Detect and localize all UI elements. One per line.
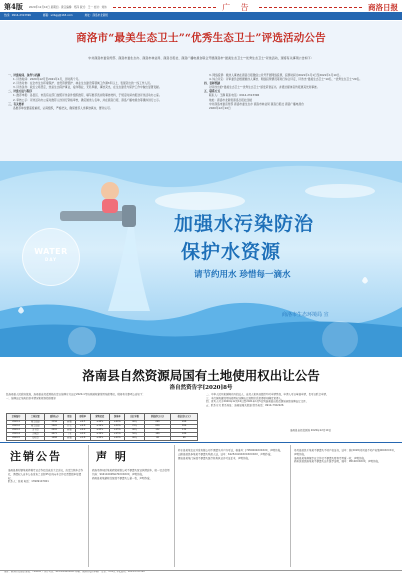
table-cell: 2020-1 <box>7 421 26 425</box>
classified-paragraph: 商南县某某建材经营部不慎遗失公章一枚，声明作废。 <box>92 476 153 480</box>
notice-title: 洛南县自然资源局国有土地使用权出让公告 <box>82 368 320 383</box>
statement-column-2 <box>178 449 286 460</box>
notice-paragraph: 四、表彰奖励 <box>204 81 221 86</box>
table-cell: ≥1.0 <box>75 433 90 437</box>
notice-paragraph: 2. 审核公示：评选活动办公室对推荐人选进行资格审核，确定候选人名单，并在商洛日报、商洛广播电视台等媒体进行公示。 <box>13 97 162 102</box>
table-cell: 商服 <box>64 437 75 441</box>
cancellation-notice-body <box>8 469 86 484</box>
classified-paragraph: 镇安县某某门诊部不慎遗失医疗机构执业许可证正本，声明作废。 <box>178 456 251 460</box>
table-cell: 268 <box>144 421 171 425</box>
notice-right-column <box>204 73 394 161</box>
notice-paragraph: 中共商洛市委宣传部 商洛市委生态办 商洛市林业局 商洛日报社 商洛广播电视台 <box>209 101 304 106</box>
page-number: 第4版 <box>4 2 23 12</box>
notice-subtitle: 洛自然资告字[2020]8号 <box>169 385 233 391</box>
table-cell: ≤2.5 <box>75 421 90 425</box>
table-cell: 186 <box>144 433 171 437</box>
banner-headline-1: 加强水污染防治 <box>174 213 315 235</box>
notice-left-column <box>8 73 198 161</box>
cloud-shape <box>305 184 375 198</box>
table-header-cell: 土地位置 <box>26 414 45 421</box>
table-cell: 2020-4 <box>7 433 26 437</box>
water-protection-banner <box>0 161 402 357</box>
table-cell: 2020-3 <box>7 429 26 433</box>
header-rule-right <box>259 7 362 8</box>
table-header-cell: 容积率 <box>75 414 90 421</box>
notice-paragraph: 二、评选方法与程序 <box>8 89 33 94</box>
notice-right-column <box>206 393 396 407</box>
table-cell: ≤1.8 <box>75 437 90 441</box>
table-cell: 2410 <box>45 429 64 433</box>
notice-paragraph: 二、中华人民共和国境内外的法人、自然人和其他组织均可申请参加，申请人可以单独申请，也可以联合申请。 <box>206 393 329 396</box>
table-cell: 城关街道 <box>26 421 45 425</box>
table-cell: ≤45% <box>90 429 109 433</box>
table-cell: ≤2.0 <box>75 429 90 433</box>
notice-paragraph: 3. 评选条件：政治立场坚定，热爱生态保护事业，爱岗敬业，无私奉献，事迹突出，在生态建设与保护工作中做出显著贡献。 <box>13 85 162 90</box>
header-info-item: 邮箱：slrbgg@163.com <box>42 14 73 18</box>
table-cell: ≥20% <box>109 421 125 425</box>
table-cell: 856 <box>144 425 171 429</box>
classified-paragraph: 商州区居民陈某某不慎遗失出生医学证明，编号：P610XXXXXX，声明作废。 <box>294 460 381 464</box>
water-stream-shape <box>108 227 150 311</box>
land-parcel-table <box>6 413 198 441</box>
table-cell: 城关街道 <box>26 425 45 429</box>
table-cell: ≥30% <box>109 425 125 429</box>
top-cloud-shape <box>0 161 402 187</box>
table-cell: 住宅 <box>64 425 75 429</box>
table-cell: 5820 <box>45 425 64 429</box>
classifieds-section <box>0 442 402 570</box>
banner-slogan: 请节约用水 珍惜每一滴水 <box>194 270 291 280</box>
header-info-bar <box>0 12 402 20</box>
classified-paragraph: 柞水县某某农业开发有限公司不慎遗失开户许可证，核准号：J7950000XXXXXX，声明作废。 <box>178 449 283 452</box>
table-cell: ≤15% <box>109 433 125 437</box>
table-cell: 1988 <box>45 437 64 441</box>
notice-title: 商洛市“最美生态卫士”“优秀生态卫士”评选活动公告 <box>76 32 326 44</box>
page-footer: 地址：商洛市北新街 邮编：726000 广告许可证：6125004000001 印刷：商洛日报社印刷厂 定价：1.00元 本报热线：0914-2313396 <box>0 570 402 575</box>
cancellation-notice-title: 注销公告 <box>10 450 62 463</box>
table-cell: ≥15% <box>109 429 125 433</box>
notice-paragraph: 地址：商洛市北新街商洛日报社四楼 <box>209 97 252 102</box>
table-header-cell: 起始价(万元) <box>144 414 171 421</box>
classified-paragraph: 洛南县景村镇某某养殖专业合作社经成员大会决议，决定注销本合作社，请债权人自本公告发布之日起45日内向本合作社清算组申报债权。 <box>8 469 84 480</box>
notice-paragraph: 4. 综合评定：评审委员会根据候选人事迹、网络投票情况等进行综合评定，评选出“最美生态卫士”10名、“优秀生态卫士”20名。 <box>209 77 362 82</box>
notice-paragraph: 1. 评选时间：2020年12月至2021年1月，历时两个月。 <box>13 77 81 82</box>
notice-paragraph: 各推荐单位要高度重视，认真组织，严格把关，确保推荐人选事迹真实，群众认可。 <box>13 105 113 110</box>
table-header-cell: 用途 <box>64 414 75 421</box>
column-divider <box>174 445 175 567</box>
table-cell: ≤2.8 <box>75 425 90 429</box>
child-figure-icon <box>101 182 119 200</box>
classified-paragraph: 商洛市商州区某某商贸有限公司不慎遗失营业执照副本，统一社会信用代码：91611002MA70XXXXXX，声明作废。 <box>92 469 170 476</box>
table-body <box>7 421 198 441</box>
table-cell: 景村镇 <box>26 437 45 441</box>
land-transfer-notice <box>0 357 402 439</box>
faucet-head-icon <box>122 205 136 227</box>
header-info-item: 热线：0914-2313396 <box>4 14 31 18</box>
notice-paragraph: 对评选出的“最美生态卫士”“优秀生态卫士”颁发荣誉证书，并通过媒体宣传报道其先进事迹。 <box>209 85 320 90</box>
notice-paragraph: 一、评选时间、条件与名额 <box>8 73 41 77</box>
table-cell: 856 <box>171 425 198 429</box>
table-cell: 268 <box>171 421 198 425</box>
newspaper-logo: 商洛日报 <box>368 2 399 12</box>
notice-signature: 洛南县自然资源局 2020年12月10日 <box>290 429 332 432</box>
water-day-sublabel: DAY <box>45 257 57 262</box>
table-cell: 40年 <box>125 429 144 433</box>
notice-paragraph: 联系人：王静 联系电话：0914-2313396 <box>209 93 260 98</box>
section-title: 广 告 <box>222 2 253 12</box>
classified-paragraph: 联系人：张某 电话：13909147001 <box>8 480 49 484</box>
table-cell: ≥30% <box>90 433 109 437</box>
statement-title: 声 明 <box>96 450 128 463</box>
child-figure-body <box>102 199 118 213</box>
table-cell: 132 <box>144 429 171 433</box>
water-drop-icon <box>362 277 368 284</box>
table-cell: 98 <box>144 437 171 441</box>
notice-paragraph: 三、有关要求 <box>8 101 25 106</box>
notice-paragraph: 五、联系方式 联系地址：洛南县城关街道 联系电话：0914-7322226 <box>206 403 284 407</box>
banner-sponsor: 商洛市生态环境局 宣 <box>282 312 329 318</box>
header-rule-left <box>113 7 216 8</box>
table-cell: ≥20% <box>109 437 125 441</box>
notice-paragraph: 3. 网络投票：候选人事迹在商洛日报微信公众号开展网络投票，投票时间为2021年1月1日至2021年1月10日。 <box>209 73 343 77</box>
table-header-cell: 保证金(万元) <box>171 414 198 421</box>
table-cell: 商服 <box>64 429 75 433</box>
banner-headline-2: 保护水资源 <box>181 241 282 263</box>
statement-column-3 <box>294 449 398 464</box>
notice-paragraph: 四、竞买人可于2020年12月10日至2021年1月5日到洛南县自然资源局获取挂牌出让文件。 <box>206 400 309 403</box>
table-cell: 古城镇 <box>26 433 45 437</box>
water-day-label: WATER <box>34 247 68 256</box>
table-cell: ≤40% <box>90 421 109 425</box>
notice-paragraph: 一、挂牌出让地块的基本情况和规划指标要求 <box>6 396 57 400</box>
statement-column-1 <box>92 469 170 480</box>
eco-guardian-notice <box>0 21 402 161</box>
table-cell: 40年 <box>125 421 144 425</box>
table-header-cell: 面积(㎡) <box>45 414 64 421</box>
table-cell: 2020-2 <box>7 425 26 429</box>
notice-paragraph: 2. 评选对象：在全市生态环境保护、自然资源管护、林业生态建设等领域工作满3年以上，表现突出的一线工作人员。 <box>13 81 153 86</box>
notice-paragraph: 1. 推荐申报：各县区、市直有关部门按照评选条件组织推荐，填写推荐表并附事迹材料，于规定时间内报送评选活动办公室。 <box>13 93 162 98</box>
table-cell: 186 <box>171 433 198 437</box>
page-header <box>0 0 402 22</box>
notice-paragraph: 三、本次国有建设用地使用权挂牌出让按照价高者得原则确定竞得人。 <box>206 396 284 400</box>
cloud-shape <box>155 192 245 210</box>
table-header-cell: 出让年限 <box>125 414 144 421</box>
table-row <box>7 437 198 441</box>
table-cell: 98 <box>171 437 198 441</box>
table-cell: 40年 <box>125 437 144 441</box>
table-cell: 3356 <box>45 421 64 425</box>
table-cell: ≤40% <box>90 437 109 441</box>
header-top-row <box>4 3 398 12</box>
classified-paragraph: 洛南县某某种植专业合作社不慎遗失财务专用章一枚，声明作废。 <box>294 456 367 460</box>
issue-meta: 2020年12月10日 星期四 · 责任编辑：郑泽 版式：王一 校对：刘伟 <box>28 5 107 9</box>
notice-intro: 中共商洛市委宣传部、商洛市委生态办、商洛市林业局、商洛日报社、商洛广播电视台联合开展商洛市“最美生态卫士”“优秀生态卫士”评选活动，现将有关事项公告如下： <box>88 56 314 60</box>
notice-paragraph: 经洛南县人民政府批准，洛南县自然资源局决定以挂牌方式出让2020-1等地块国有建设用地使用权。现将有关事项公告如下： <box>6 393 145 396</box>
table-cell: 工业 <box>64 433 75 437</box>
column-divider <box>290 445 291 567</box>
table-cell: 永丰镇 <box>26 429 45 433</box>
classified-paragraph: 山阳县居民李某某不慎遗失残疾人证，证号：61252419XXXXXXXXXX，声明作废。 <box>178 452 273 456</box>
table-cell: 132 <box>171 429 198 433</box>
table-cell: 商服 <box>64 421 75 425</box>
classified-paragraph: 丹凤县居民王某某不慎遗失不动产权证书，证号：陕(2018)丹凤县不动产权第000XXXX号，声明作废。 <box>294 449 397 456</box>
bubble-shape <box>322 321 358 357</box>
table-cell: 2020-5 <box>7 437 26 441</box>
notice-left-column <box>6 393 198 400</box>
water-day-badge <box>22 228 80 286</box>
table-header-cell: 建筑密度 <box>90 414 109 421</box>
table-header-cell: 宗地编号 <box>7 414 26 421</box>
notice-paragraph: 2020年12月10日 <box>209 105 231 110</box>
table-cell: 4675 <box>45 433 64 437</box>
table-header-cell: 绿地率 <box>109 414 125 421</box>
table-cell: 50年 <box>125 433 144 437</box>
header-info-item: 地址：商洛市北新街 <box>84 14 108 18</box>
table-cell: ≤30% <box>90 425 109 429</box>
table-cell: 70年 <box>125 425 144 429</box>
faucet-icon <box>60 211 132 221</box>
column-divider <box>88 445 89 567</box>
bubble-shape <box>68 327 96 355</box>
notice-paragraph: 五、联系方式 <box>204 89 221 94</box>
